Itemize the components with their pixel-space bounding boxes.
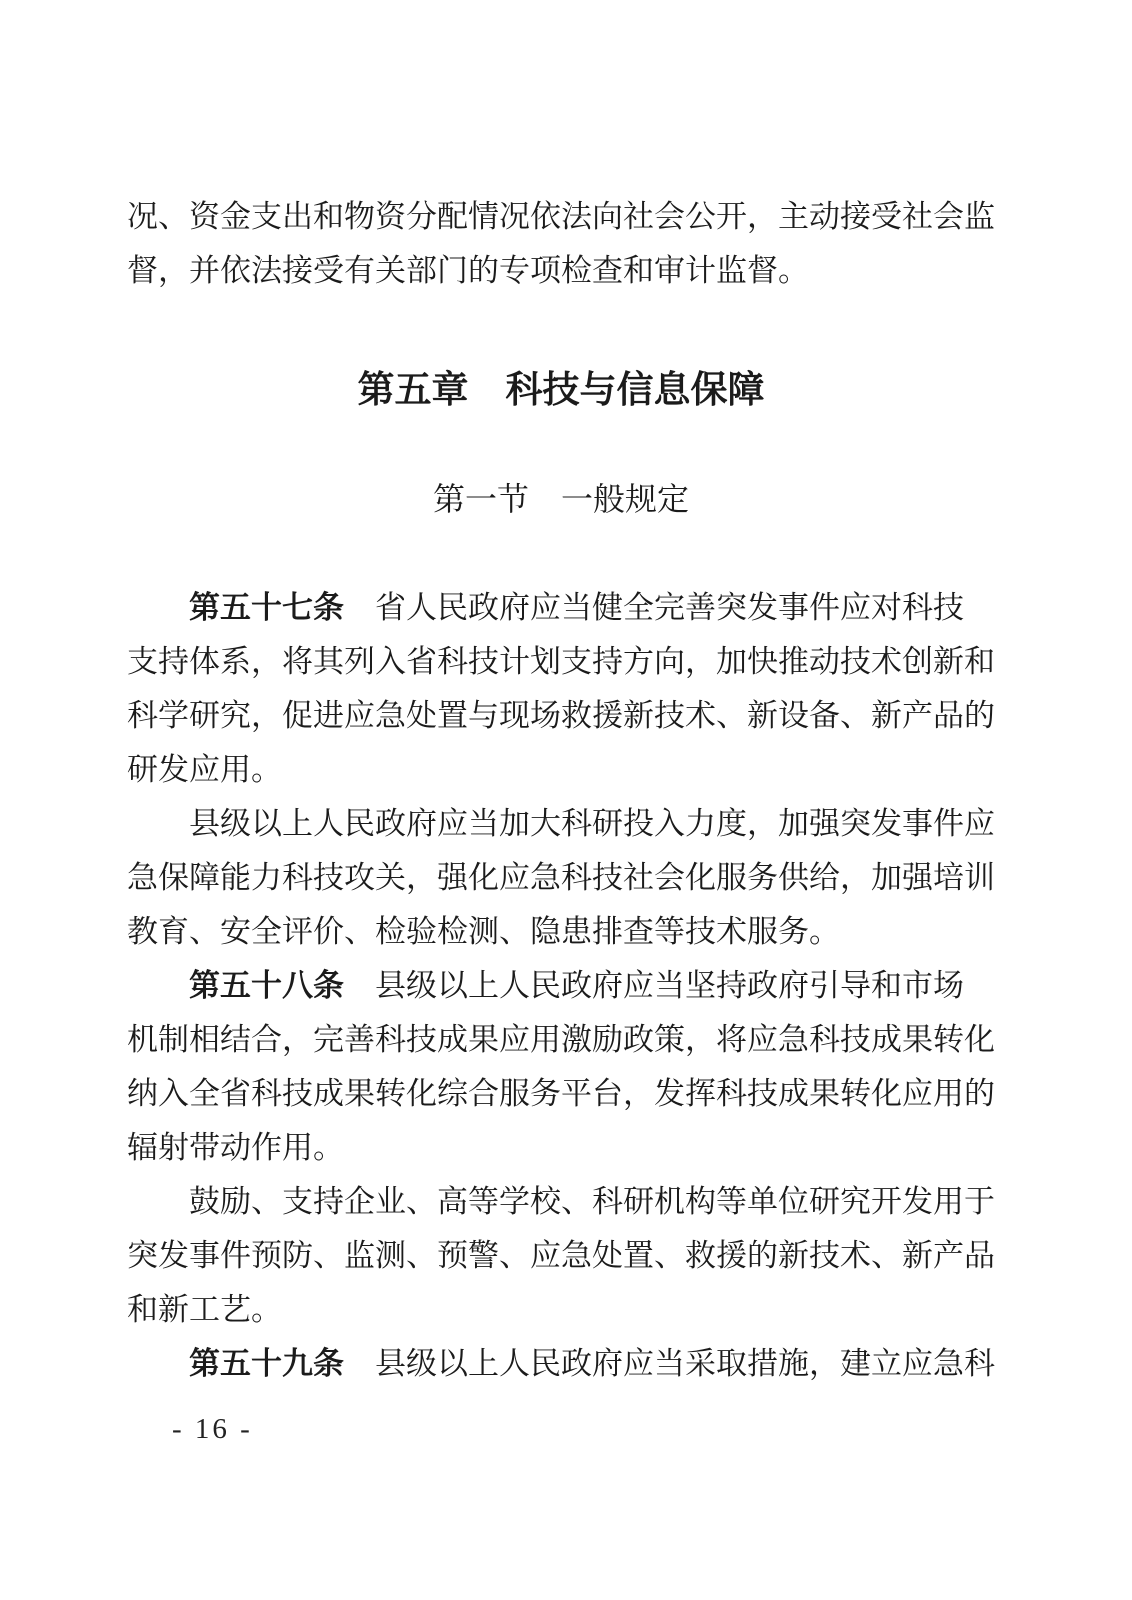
article-57-paragraph-2-line-3: 教育、安全评价、检验检测、隐患排查等技术服务。 xyxy=(127,914,840,949)
section-heading: 第一节 一般规定 xyxy=(432,481,689,517)
article-57-line-3: 科学研究，促进应急处置与现场救援新技术、新设备、新产品的 xyxy=(127,698,995,733)
article-57-number: 第五十七条 xyxy=(189,590,344,625)
article-57-line-1 xyxy=(127,581,995,635)
article-58-line-4: 辐射带动作用。 xyxy=(127,1130,344,1165)
article-57-line-1-text: 省人民政府应当健全完善突发事件应对科技 xyxy=(344,590,964,625)
chapter-heading: 第五章 科技与信息保障 xyxy=(357,369,765,410)
article-58-paragraph-2-line-2: 突发事件预防、监测、预警、应急处置、救援的新技术、新产品 xyxy=(127,1238,995,1273)
article-57-line-4: 研发应用。 xyxy=(127,752,282,787)
article-57-paragraph-2-line-2: 急保障能力科技攻关，强化应急科技社会化服务供给，加强培训 xyxy=(127,860,995,895)
continuation-paragraph-line-2: 督，并依法接受有关部门的专项检查和审计监督。 xyxy=(127,253,809,288)
article-57-line-2: 支持体系，将其列入省科技计划支持方向，加快推动技术创新和 xyxy=(127,644,995,679)
page-number: - 16 - xyxy=(172,1413,253,1445)
article-58-number: 第五十八条 xyxy=(189,968,344,1003)
article-58-paragraph-2-line-1: 鼓励、支持企业、高等学校、科研机构等单位研究开发用于 xyxy=(189,1184,995,1219)
document-body xyxy=(127,190,995,1391)
article-59-line-1-text: 县级以上人民政府应当采取措施，建立应急科 xyxy=(344,1346,995,1381)
article-58-paragraph-2-line-3: 和新工艺。 xyxy=(127,1292,282,1327)
continuation-paragraph-line-1: 况、资金支出和物资分配情况依法向社会公开，主动接受社会监 xyxy=(127,199,995,234)
article-57-paragraph-2-line-1: 县级以上人民政府应当加大科研投入力度，加强突发事件应 xyxy=(189,806,995,841)
article-59-number: 第五十九条 xyxy=(189,1346,344,1381)
article-58-line-3: 纳入全省科技成果转化综合服务平台，发挥科技成果转化应用的 xyxy=(127,1076,995,1111)
article-58-line-1 xyxy=(127,959,995,1013)
article-58-line-2: 机制相结合，完善科技成果应用激励政策，将应急科技成果转化 xyxy=(127,1022,995,1057)
article-58-line-1-text: 县级以上人民政府应当坚持政府引导和市场 xyxy=(344,968,964,1003)
article-59-line-1 xyxy=(127,1337,995,1391)
